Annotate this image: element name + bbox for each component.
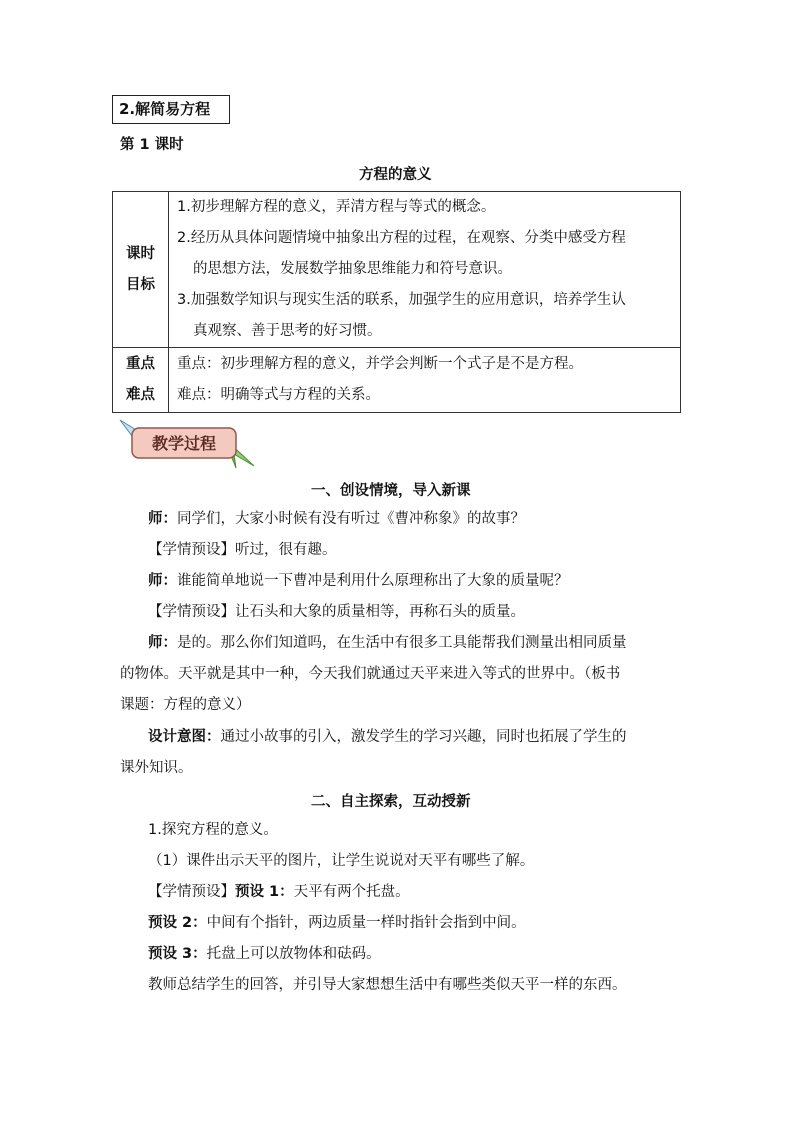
teacher-summary: 教师总结学生的回答，并引导大家想想生活中有哪些类似天平一样的东西。	[148, 977, 627, 993]
goal-2-line2: 的思想方法，发展数学抽象思维能力和符号意识。	[193, 261, 512, 277]
difficult-point: 难点：明确等式与方程的关系。	[177, 387, 380, 403]
goal-1: 1.初步理解方程的意义，弄清方程与等式的概念。	[177, 199, 496, 215]
dialogue-3-line3: 课题：方程的意义）	[120, 697, 251, 713]
subitem-1: （1）课件出示天平的图片，让学生说说对天平有哪些了解。	[148, 853, 535, 869]
dialogue-3-line1: 师：是的。那么你们知道吗，在生活中有很多工具能帮我们测量出相同质量	[148, 635, 627, 651]
design-intent-line1: 设计意图：通过小故事的引入，激发学生的学习兴趣，同时也拓展了学生的	[148, 729, 627, 745]
preset-line-3: 预设 3：托盘上可以放物体和砝码。	[148, 946, 381, 962]
dialogue-1: 师：同学们，大家小时候有没有听过《曹冲称象》的故事？	[148, 511, 525, 527]
key-point: 重点：初步理解方程的意义，并学会判断一个式子是不是方程。	[177, 356, 583, 372]
dialogue-3-line2: 的物体。天平就是其中一种，今天我们就通过天平来进入等式的世界中。（板书	[120, 666, 621, 682]
section1-heading: 一、创设情境，导入新课	[311, 483, 471, 499]
preset-line-2: 预设 2：中间有个指针，两边质量一样时指针会指到中间。	[148, 915, 526, 931]
section-title: 2.解简易方程	[112, 95, 230, 124]
goal-3-line1: 3.加强数学知识与现实生活的联系，加强学生的应用意识，培养学生认	[177, 292, 626, 308]
banner-text: 教学过程	[151, 434, 217, 453]
keypoints-content-cell	[169, 348, 681, 413]
goals-label-line2: 目标	[126, 276, 155, 293]
goals-table	[112, 191, 681, 413]
dialogue-2: 师：谁能简单地说一下曹冲是利用什么原理称出了大象的质量呢？	[148, 573, 569, 589]
goal-2-line1: 2.经历从具体问题情境中抽象出方程的过程，在观察、分类中感受方程	[177, 230, 626, 246]
goals-content-cell	[169, 192, 681, 348]
goals-label-cell	[113, 192, 169, 348]
keypoints-label-line1: 重点	[126, 356, 155, 372]
goals-label-line1: 课时	[126, 245, 155, 262]
keypoints-row	[113, 348, 681, 413]
keypoints-label-line2: 难点	[126, 387, 155, 403]
goal-3-line2: 真观察、善于思考的好习惯。	[193, 323, 382, 339]
preset-line-1: 【学情预设】预设 1：天平有两个托盘。	[148, 884, 410, 900]
speaker-teacher: 师：	[148, 511, 177, 527]
preset-1: 【学情预设】听过，很有趣。	[148, 542, 337, 558]
paper-plane-icon	[116, 414, 256, 470]
preset-2: 【学情预设】让石头和大象的质量相等，再称石头的质量。	[148, 604, 525, 620]
design-intent-line2: 课外知识。	[120, 760, 193, 776]
lesson-number: 第 1 课时	[120, 137, 184, 153]
section2-heading: 二、自主探索，互动授新	[311, 794, 471, 810]
keypoints-label-cell	[113, 348, 169, 413]
lesson-topic: 方程的意义	[359, 167, 432, 183]
item-1: 1.探究方程的意义。	[148, 822, 278, 838]
teaching-process-banner	[116, 414, 256, 470]
goals-row	[113, 192, 681, 348]
